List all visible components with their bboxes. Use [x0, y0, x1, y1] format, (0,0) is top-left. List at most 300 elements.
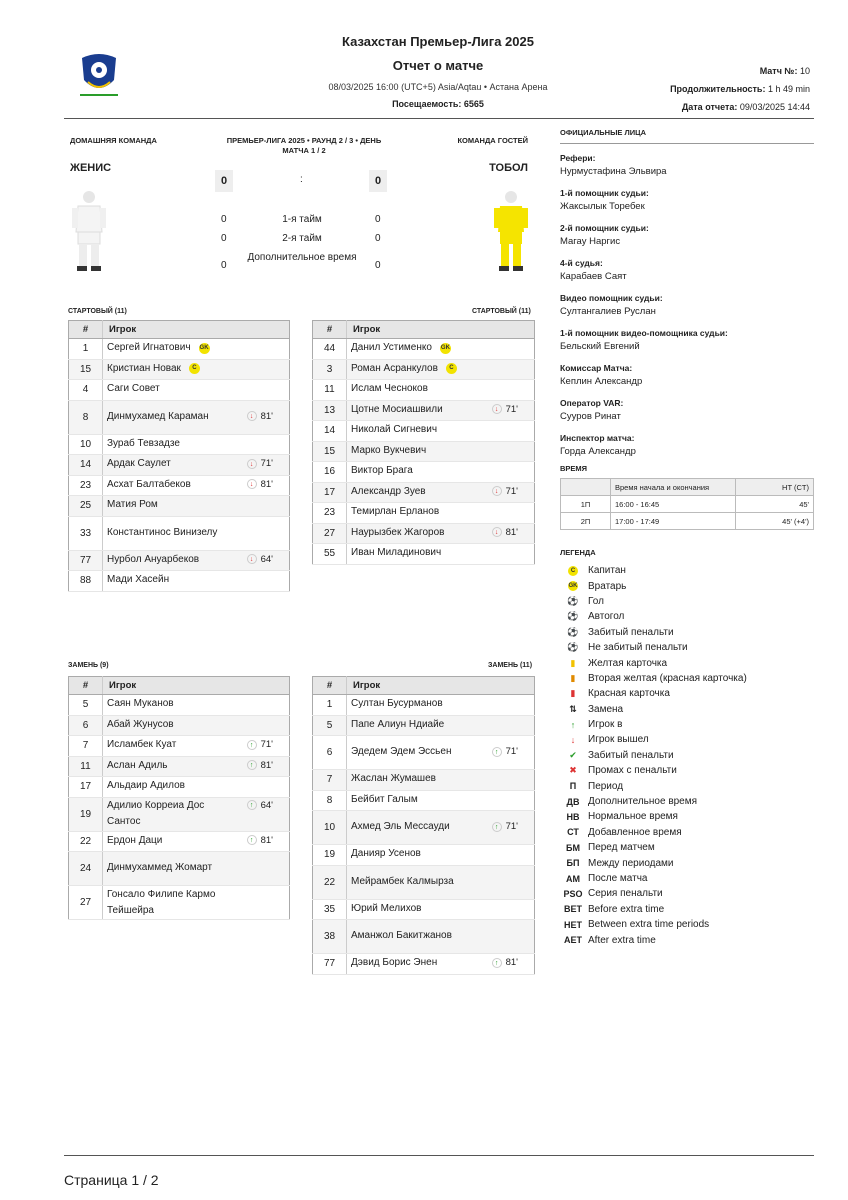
legend-item: [562, 902, 747, 917]
player-row: [69, 756, 290, 777]
time-row-ht: 45' (+4'): [736, 513, 814, 530]
player-name: Саян Муканов: [107, 698, 174, 710]
away-starting-table: [312, 320, 535, 565]
player-name: Жаслан Жумашев: [351, 773, 436, 785]
player-row: [313, 736, 535, 770]
player-number: 24: [69, 852, 103, 886]
legend-item: [562, 625, 747, 640]
period-2-away: 0: [375, 233, 381, 244]
goalkeeper-icon: GK: [568, 583, 578, 590]
goalkeeper-badge-icon: GK: [440, 343, 451, 354]
legend-text: Дополнительное время: [588, 796, 698, 808]
player-cell: [103, 475, 290, 496]
away-subs-table: [312, 676, 535, 975]
player-row: [69, 797, 290, 831]
time-row-range: 17:00 - 17:49: [611, 513, 736, 530]
player-cell: [103, 571, 290, 592]
player-row: [313, 865, 535, 899]
substitution-time: [492, 402, 518, 418]
player-name: Александр Зуев: [351, 485, 426, 497]
legend-text: Период: [588, 780, 624, 792]
legend-text: Before extra time: [588, 903, 665, 915]
goal-icon: ⚽: [567, 595, 579, 606]
player-number: 77: [313, 954, 347, 975]
player-number: 27: [313, 523, 347, 544]
player-row: [313, 359, 535, 380]
player-cell: [103, 886, 290, 920]
player-number: 22: [313, 865, 347, 899]
legend-abbr: БМ: [566, 842, 580, 853]
player-cell: [347, 954, 535, 975]
sub-minute: 71': [505, 485, 518, 497]
legend-abbr: П: [569, 781, 577, 792]
player-name: Султан Бусурманов: [351, 698, 443, 710]
sub-minute: 71': [505, 403, 518, 415]
player-number: 8: [313, 790, 347, 811]
legend-text: Перед матчем: [588, 842, 655, 854]
player-cell: [347, 359, 535, 380]
score-separator: :: [300, 174, 303, 185]
player-name: Исламбек Куат: [107, 739, 177, 751]
legend-abbr: HET: [564, 919, 582, 930]
player-cell: [347, 736, 535, 770]
second-yellow-icon: ▮: [570, 672, 576, 683]
player-cell: [103, 736, 290, 757]
captain-badge-icon: C: [189, 363, 200, 374]
legend-text: Автогол: [588, 611, 625, 623]
official-role: Комиссар Матча:: [560, 363, 633, 373]
time-row-range: 16:00 - 16:45: [611, 496, 736, 513]
player-number: 23: [313, 503, 347, 524]
legend-abbr: PSO: [563, 888, 583, 899]
player-cell: [347, 503, 535, 524]
player-name: Наурызбек Жагоров: [351, 526, 445, 538]
legend-text: Замена: [588, 703, 624, 715]
substitution-time: [247, 552, 273, 568]
player-out-icon: ↓: [247, 554, 257, 564]
report-header: [0, 0, 848, 120]
player-name: Ердон Даци: [107, 834, 163, 846]
legend-item: [562, 640, 747, 655]
legend-text: After extra time: [588, 934, 656, 946]
period-2-label: 2-я тайм: [282, 233, 322, 244]
player-row: [313, 920, 535, 954]
player-cell: [103, 434, 290, 455]
sub-minute: 81': [260, 478, 273, 490]
player-row: [313, 339, 535, 360]
league-title: Казахстан Премьер-Лига 2025: [342, 34, 534, 49]
player-name: Бейбит Галым: [351, 793, 418, 805]
player-cell: [103, 695, 290, 716]
player-cell: [347, 523, 535, 544]
player-cell: [103, 777, 290, 798]
official-item: [560, 362, 814, 389]
player-name: Альдаир Адилов: [107, 780, 185, 792]
league-logo: [78, 52, 120, 100]
player-cell: [347, 695, 535, 716]
player-row: [69, 831, 290, 852]
legend-item: [562, 825, 747, 840]
player-row: [313, 482, 535, 503]
sub-minute: 81': [260, 834, 273, 846]
captain-badge-icon: C: [446, 363, 457, 374]
player-cell: [103, 516, 290, 550]
player-cell: [347, 770, 535, 791]
player-number: 4: [69, 380, 103, 401]
col-player-header: Игрок: [347, 677, 535, 695]
player-name: Темирлан Ерланов: [351, 506, 440, 518]
col-player-header: Игрок: [103, 321, 290, 339]
report-title: Отчет о матче: [392, 58, 484, 73]
player-name: Ислам Чесноков: [351, 383, 428, 395]
sub-minute: 64': [260, 553, 273, 565]
home-team-label: ДОМАШНЯЯ КОМАНДА: [70, 136, 157, 145]
away-kit-icon: [494, 190, 528, 272]
player-number: 19: [69, 797, 103, 831]
player-number: 14: [313, 421, 347, 442]
period-2-home: 0: [221, 233, 227, 244]
legend-text: Забитый пенальти: [588, 626, 674, 638]
official-role: Инспектор матча:: [560, 433, 635, 443]
page-number: Страница 1 / 2: [64, 1172, 159, 1188]
player-row: [313, 899, 535, 920]
player-row: [313, 421, 535, 442]
legend-text: Капитан: [588, 565, 626, 577]
time-table: [560, 478, 814, 530]
legend-text: Между периодами: [588, 857, 674, 869]
col-player-header: Игрок: [103, 677, 290, 695]
player-out-icon: ↓: [492, 527, 502, 537]
legend-text: Вторая желтая (красная карточка): [588, 672, 747, 684]
legend-item: [562, 655, 747, 670]
player-cell: [347, 845, 535, 866]
player-row: [69, 455, 290, 476]
legend-text: Игрок в: [588, 719, 623, 731]
legend-abbr: АМ: [566, 873, 580, 884]
player-row: [313, 400, 535, 421]
score-panel: [64, 128, 544, 288]
home-score: 0: [215, 170, 233, 192]
official-name: Нурмустафина Эльвира: [560, 166, 667, 177]
player-name: Динмухамед Караман: [107, 410, 209, 422]
player-cell: [103, 715, 290, 736]
player-cell: [103, 339, 290, 360]
player-row: [313, 544, 535, 565]
official-name: Магау Наргис: [560, 236, 621, 247]
col-number-header: #: [69, 321, 103, 339]
player-name: Дэвид Борис Энен: [351, 957, 438, 969]
sub-minute: 81': [260, 410, 273, 422]
player-name: Данияр Усенов: [351, 848, 421, 860]
sub-minute: 71': [260, 739, 273, 751]
legend-text: Не забитый пенальти: [588, 642, 688, 654]
legend-item: [562, 717, 747, 732]
legend-item: [562, 778, 747, 793]
official-item: [560, 187, 814, 214]
player-row: [69, 777, 290, 798]
player-row: [69, 400, 290, 434]
player-in-icon: ↑: [247, 800, 257, 810]
player-cell: [347, 380, 535, 401]
player-row: [313, 770, 535, 791]
player-row: [313, 715, 535, 736]
sub-minute: 81': [505, 526, 518, 538]
player-cell: [103, 496, 290, 517]
player-name: Гонсало Филипе Кармо Тейшейра: [107, 888, 216, 916]
legend-list: [562, 563, 747, 948]
player-row: [313, 845, 535, 866]
substitution-time: [247, 477, 273, 493]
yellow-card-icon: ▮: [570, 657, 576, 668]
legend-text: После матча: [588, 873, 648, 884]
legend-abbr: БП: [566, 858, 580, 869]
player-row: [69, 852, 290, 886]
player-name: Аманжол Бакитжанов: [351, 930, 452, 942]
legend-text: Желтая карточка: [588, 657, 668, 669]
penalty-scored-icon: ⚽: [567, 626, 579, 637]
player-name: Марко Вукчевич: [351, 444, 427, 456]
player-row: [69, 516, 290, 550]
official-item: [560, 432, 814, 459]
time-col-range: Время начала и окончания: [611, 479, 736, 496]
official-item: [560, 152, 814, 179]
home-team-name: ЖЕНИС: [70, 162, 112, 174]
player-number: 14: [69, 455, 103, 476]
match-duration: Продолжительность: 1 h 49 min: [670, 84, 810, 94]
own-goal-icon: ⚽: [567, 611, 579, 622]
legend-item: [562, 794, 747, 809]
substitution-time: [247, 737, 273, 753]
player-number: 5: [313, 715, 347, 736]
official-name: Жаксылык Торебек: [560, 201, 645, 212]
official-name: Кеплин Александр: [560, 376, 643, 387]
official-item: [560, 257, 814, 284]
player-name: Виктор Брага: [351, 465, 413, 477]
player-number: 11: [69, 756, 103, 777]
legend-abbr: СТ: [567, 827, 579, 838]
home-subs-label: ЗАМЕНЬ (9): [68, 662, 109, 669]
legend-abbr: BET: [564, 904, 582, 915]
player-number: 15: [69, 359, 103, 380]
substitution-time: [247, 833, 273, 849]
round-info: ПРЕМЬЕР-ЛИГА 2025 • РАУНД 2 / 3 • ДЕНЬ МАТЧА 1 / 2: [226, 136, 382, 155]
player-name: Матия Ром: [107, 499, 158, 511]
player-row: [313, 695, 535, 716]
legend-item: [562, 855, 747, 870]
player-name: Константинос Винизелу: [107, 526, 218, 538]
player-row: [69, 434, 290, 455]
player-number: 27: [69, 886, 103, 920]
player-name: Сергей Игнатович: [107, 342, 191, 354]
match-number: Матч №: 10: [759, 66, 810, 76]
legend-text: Нормальное время: [588, 811, 678, 823]
captain-icon: C: [562, 566, 584, 576]
player-in-icon: ↑: [492, 747, 502, 757]
official-item: [560, 222, 814, 249]
player-number: 35: [313, 899, 347, 920]
player-name: Мейрамбек Калмырза: [351, 875, 454, 887]
legend-abbr: ДВ: [566, 796, 580, 807]
substitution-time: [492, 819, 518, 835]
legend-text: Игрок вышел: [588, 734, 649, 746]
legend-item: [562, 932, 747, 947]
player-cell: [347, 865, 535, 899]
legend-text: Between extra time periods: [588, 919, 710, 931]
legend-text: Серия пенальти: [588, 888, 663, 900]
player-number: 15: [313, 441, 347, 462]
legend-item: [562, 886, 747, 901]
sub-minute: 71': [505, 821, 518, 833]
legend-text: Промах с пенальти: [588, 765, 677, 777]
header-divider: [64, 118, 814, 119]
player-number: 10: [69, 434, 103, 455]
player-name: Нурбол Ануарбеков: [107, 553, 200, 565]
player-number: 6: [69, 715, 103, 736]
legend-text: Гол: [588, 595, 604, 607]
official-role: 4-й судья:: [560, 258, 603, 268]
player-cell: [103, 756, 290, 777]
sub-minute: 71': [505, 746, 518, 758]
time-row-period: 2П: [561, 513, 611, 530]
player-number: 38: [313, 920, 347, 954]
datetime-venue: 08/03/2025 16:00 (UTC+5) Asia/Aqtau • Астана Арена: [328, 82, 548, 92]
player-number: 55: [313, 544, 347, 565]
substitution-time: [492, 955, 518, 971]
away-score: 0: [369, 170, 387, 192]
officials-panel: [560, 128, 814, 459]
player-row: [313, 380, 535, 401]
legend-header: ЛЕГЕНДА: [560, 548, 596, 557]
player-in-icon: ↑: [570, 719, 576, 730]
official-role: 1-й помощник судьи:: [560, 188, 649, 198]
legend-item: [562, 748, 747, 763]
legend-item: [562, 563, 747, 578]
player-cell: [103, 550, 290, 571]
player-row: [313, 790, 535, 811]
extra-time-away: 0: [375, 260, 381, 271]
official-item: [560, 397, 814, 424]
player-row: [69, 359, 290, 380]
player-name: Роман Асранкулов: [351, 362, 438, 374]
sub-minute: 64': [260, 800, 273, 811]
player-cell: [347, 811, 535, 845]
player-number: 19: [313, 845, 347, 866]
period-1-label: 1-я тайм: [282, 214, 322, 225]
official-name: Бельский Евгений: [560, 341, 640, 352]
official-name: Султангалиев Руслан: [560, 306, 656, 317]
time-header: ВРЕМЯ: [560, 464, 588, 473]
player-row: [313, 441, 535, 462]
player-number: 22: [69, 831, 103, 852]
match-meta: [670, 62, 810, 116]
penalty-missed-icon: ⚽: [567, 642, 579, 653]
official-role: Видео помощник судьи:: [560, 293, 663, 303]
player-cell: [347, 899, 535, 920]
player-cell: [103, 797, 290, 831]
player-number: 17: [69, 777, 103, 798]
time-col-ht: HT (CT): [736, 479, 814, 496]
player-cell: [347, 421, 535, 442]
away-starting-label: СТАРТОВЫЙ (11): [472, 308, 531, 315]
player-out-icon: ↓: [247, 459, 257, 469]
extra-time-label: Дополнительное время: [247, 252, 357, 263]
player-out-icon: ↓: [247, 479, 257, 489]
player-number: 17: [313, 482, 347, 503]
legend-item: [562, 763, 747, 778]
legend-item: [562, 871, 747, 886]
player-cell: [347, 790, 535, 811]
time-row-period: 1П: [561, 496, 611, 513]
player-in-icon: ↑: [247, 740, 257, 750]
player-row: [313, 503, 535, 524]
substitution-time: [247, 456, 273, 472]
footer-divider: [64, 1155, 814, 1156]
substitution-icon: ⇅: [569, 703, 577, 714]
goalkeeper-badge-icon: GK: [199, 343, 210, 354]
player-row: [69, 736, 290, 757]
legend-item: [562, 809, 747, 824]
player-cell: [103, 400, 290, 434]
player-number: 3: [313, 359, 347, 380]
player-row: [313, 954, 535, 975]
player-row: [313, 462, 535, 483]
player-number: 1: [313, 695, 347, 716]
player-in-icon: ↑: [492, 822, 502, 832]
red-card-icon: ▮: [570, 688, 576, 699]
player-cell: [347, 339, 535, 360]
player-in-icon: ↑: [247, 760, 257, 770]
player-name: Кристиан Новак: [107, 362, 181, 374]
player-number: 44: [313, 339, 347, 360]
report-date: Дата отчета: 09/03/2025 14:44: [681, 102, 810, 112]
player-number: 5: [69, 695, 103, 716]
legend-item: [562, 917, 747, 932]
shootout-missed-icon: ✖: [569, 765, 577, 776]
player-in-icon: ↑: [247, 835, 257, 845]
player-row: [69, 339, 290, 360]
player-name: Юрий Мелихов: [351, 902, 422, 914]
away-subs-label: ЗАМЕНЬ (11): [488, 662, 533, 669]
official-name: Карабаев Саят: [560, 271, 627, 282]
substitution-time: [492, 744, 518, 760]
shootout-scored-icon: ✔: [569, 749, 577, 760]
legend-text: Красная карточка: [588, 688, 670, 700]
player-number: 8: [69, 400, 103, 434]
player-name: Папе Алиун Ндиайе: [351, 718, 445, 730]
legend-item: [562, 578, 747, 593]
player-name: Аслан Адиль: [107, 759, 168, 771]
player-name: Адилио Корреиа Дос Сантос: [107, 800, 205, 827]
legend-abbr: AET: [564, 935, 582, 946]
player-number: 88: [69, 571, 103, 592]
player-number: 6: [313, 736, 347, 770]
player-number: 7: [69, 736, 103, 757]
legend-item: [562, 594, 747, 609]
legend-item: [562, 686, 747, 701]
legend-item: [562, 840, 747, 855]
player-name: Абай Жунусов: [107, 718, 174, 730]
player-cell: [103, 852, 290, 886]
legend-text: Добавленное время: [588, 826, 682, 838]
substitution-time: [247, 798, 273, 814]
player-name: Данил Устименко: [351, 342, 432, 354]
col-player-header: Игрок: [347, 321, 535, 339]
player-row: [69, 380, 290, 401]
player-name: Цотне Мосиашвили: [351, 403, 443, 415]
player-out-icon: ↓: [492, 486, 502, 496]
legend-item: [562, 609, 747, 624]
official-role: Рефери:: [560, 153, 596, 163]
